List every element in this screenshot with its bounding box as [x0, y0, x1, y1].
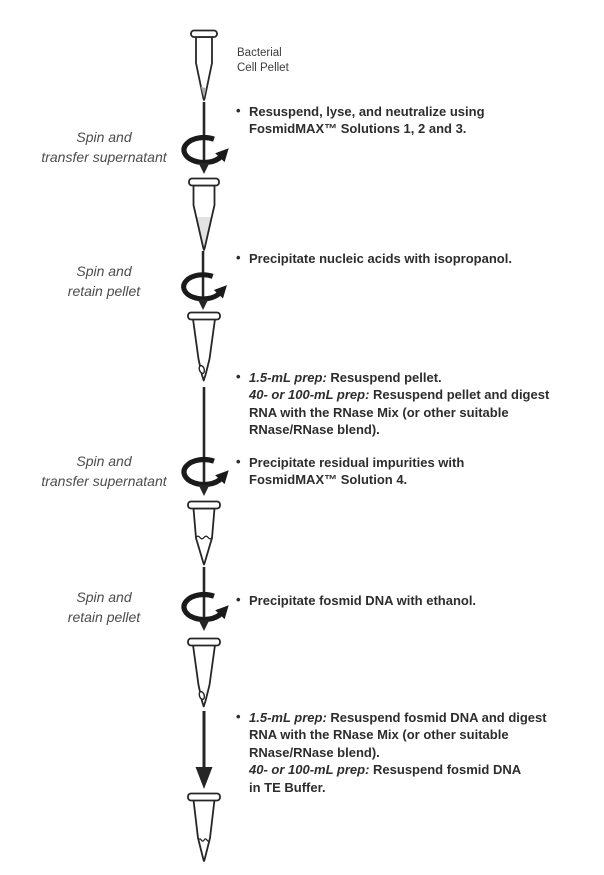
spin-label-line: retain pellet	[67, 282, 141, 299]
step-line: • 1.5-mL prep: Resuspend pellet.	[236, 369, 442, 385]
spin-label-line: Spin and	[76, 129, 132, 145]
bullet-dot: •	[236, 454, 241, 469]
step-text	[236, 369, 549, 439]
spin-label-line: retain pellet	[67, 608, 141, 625]
step-line: in TE Buffer.	[249, 779, 326, 795]
bullet-dot: •	[236, 369, 241, 384]
step-line: RNA with the RNase Mix (or other suitable	[249, 404, 509, 420]
step-line: RNase/RNase blend).	[249, 422, 380, 438]
spin-label-line: Spin and	[76, 453, 132, 469]
spin-step-label	[18, 452, 190, 491]
microfuge-tube-pellet-icon	[180, 637, 228, 711]
conical-tube-liquid-icon	[180, 177, 228, 253]
bullet-dot: •	[236, 592, 241, 607]
step-text	[236, 454, 464, 489]
caption-line: Bacterial	[237, 47, 282, 59]
bullet-dot: •	[236, 250, 241, 265]
step-line: RNA with the RNase Mix (or other suitable	[249, 727, 509, 743]
step-line: FosmidMAX™ Solutions 1, 2 and 3.	[249, 121, 467, 137]
spin-step-label	[18, 588, 190, 627]
step-text	[236, 592, 476, 609]
caption-line: Cell Pellet	[237, 62, 289, 74]
step-line: • Precipitate residual impurities with	[236, 454, 465, 470]
liquid-icon	[196, 217, 211, 249]
step-text	[236, 709, 547, 796]
microfuge-tube-solution-icon	[180, 792, 228, 864]
conical-tube-pellet-icon	[180, 29, 228, 103]
spin-label-line: transfer supernatant	[41, 148, 167, 165]
microfuge-tube-pellet-icon	[180, 311, 228, 387]
flow-arrow-icon	[174, 711, 234, 790]
spin-label-line: transfer supernatant	[41, 472, 167, 489]
step-text	[236, 103, 485, 138]
spin-label-line: Spin and	[76, 589, 132, 605]
step-line: • Precipitate fosmid DNA with ethanol.	[236, 592, 477, 608]
step-line: • Resuspend, lyse, and neutralize using	[236, 103, 485, 119]
bullet-dot: •	[236, 709, 241, 724]
step-line: FosmidMAX™ Solution 4.	[249, 472, 408, 488]
step-line: RNase/RNase blend).	[249, 744, 380, 760]
step-text	[236, 250, 512, 267]
microfuge-tube-solution-icon	[180, 500, 228, 567]
step-line: 40- or 100-mL prep: Resuspend pellet and digest	[249, 387, 550, 403]
tube-caption	[237, 46, 289, 76]
spin-step-label	[18, 262, 190, 301]
step-line: • 1.5-mL prep: Resuspend fosmid DNA and digest	[236, 709, 547, 725]
spin-label-line: Spin and	[76, 263, 132, 279]
bullet-dot: •	[236, 103, 241, 118]
step-line: 40- or 100-mL prep: Resuspend fosmid DNA	[249, 762, 522, 778]
step-line: • Precipitate nucleic acids with isopropanol.	[236, 250, 512, 266]
spin-step-label	[18, 128, 190, 167]
